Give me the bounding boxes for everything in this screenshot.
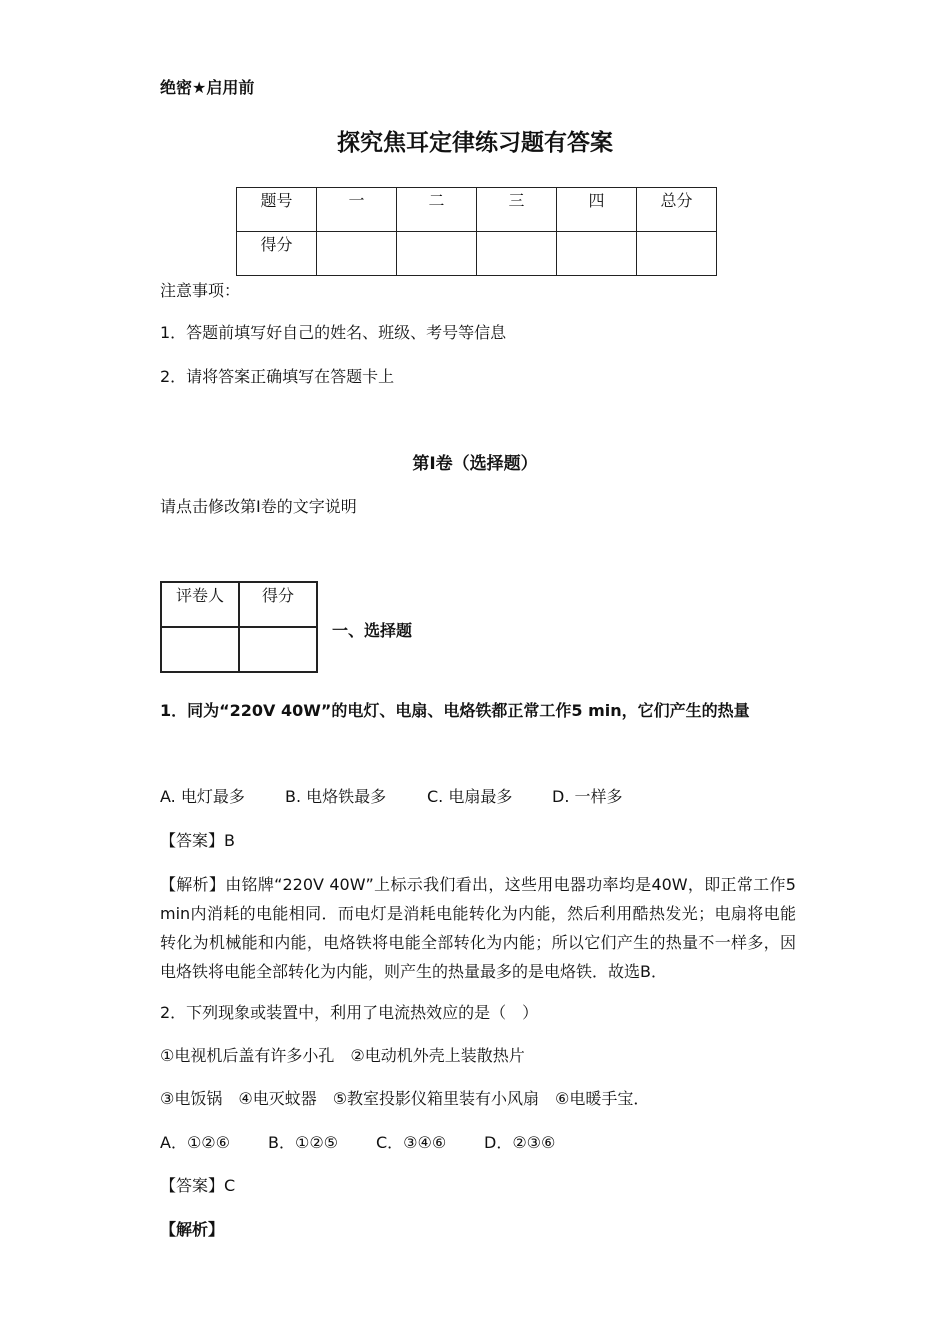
score-table-header: 一 <box>317 188 397 232</box>
question-1-stem: 1．同为“220V 40W”的电灯、电扇、电烙铁都正常工作5 min，它们产生的热量 <box>160 701 750 720</box>
question-2-option-d: D．②③⑥ <box>484 1133 556 1152</box>
question-2-option-c: C．③④⑥ <box>376 1133 447 1152</box>
secret-label: 绝密★启用前 <box>160 78 255 97</box>
question-1-option-b: B. 电烙铁最多 <box>285 787 387 806</box>
question-2-stem: 2．下列现象或装置中，利用了电流热效应的是（ ） <box>160 1003 539 1022</box>
section-title: 第Ⅰ卷（选择题） <box>412 454 538 474</box>
notes-item: 2．请将答案正确填写在答题卡上 <box>160 367 395 386</box>
question-1-analysis: 【解析】由铭牌“220V 40W”上标示我们看出，这些用电器功率均是40W，即正常工作5min内消耗的电能相同．而电灯是消耗电能转化为内能，然后利用酷热发光；电扇将电能转化为机械能和内能，电烙铁将电能全部转化为内能；所以它们产生的热量不一样多，因电烙铁将电能全部转化为内能，则产生的热量最多的是电烙铁．故选B． <box>160 875 796 981</box>
question-2-analysis: 【解析】 <box>160 1220 225 1239</box>
notes-heading: 注意事项： <box>160 281 241 300</box>
score-table-header-row <box>237 188 717 232</box>
score-cell[interactable] <box>637 232 717 276</box>
grader-score-label: 得分 <box>239 582 317 627</box>
grader-table-input-row <box>161 627 317 672</box>
grader-cell[interactable] <box>161 627 239 672</box>
question-2-option-b: B．①②⑤ <box>268 1133 339 1152</box>
grader-table-header-row <box>161 582 317 627</box>
question-2-answer: 【答案】C <box>160 1176 236 1195</box>
notes-item: 1．答题前填写好自己的姓名、班级、考号等信息 <box>160 323 507 342</box>
question-1-answer: 【答案】B <box>160 831 235 850</box>
question-2-line: ③电饭锅 ④电灭蚊器 ⑤教室投影仪箱里装有小风扇 ⑥电暖手宝． <box>160 1089 650 1108</box>
score-table-header: 三 <box>477 188 557 232</box>
part-title: 一、选择题 <box>332 621 413 640</box>
score-cell[interactable] <box>317 232 397 276</box>
section-instruction[interactable]: 请点击修改第Ⅰ卷的文字说明 <box>160 497 357 516</box>
question-2-option-a: A．①②⑥ <box>160 1133 230 1152</box>
score-cell[interactable] <box>397 232 477 276</box>
score-cell[interactable] <box>557 232 637 276</box>
grader-label: 评卷人 <box>161 582 239 627</box>
grader-table <box>160 581 318 673</box>
score-table-score-row <box>237 232 717 276</box>
score-cell[interactable] <box>477 232 557 276</box>
score-row-label: 得分 <box>237 232 317 276</box>
question-1-option-d: D. 一样多 <box>552 787 623 806</box>
question-1-option-a: A. 电灯最多 <box>160 787 245 806</box>
score-table-header: 题号 <box>237 188 317 232</box>
score-table-header: 总分 <box>637 188 717 232</box>
score-table-header: 二 <box>397 188 477 232</box>
score-table <box>236 187 717 276</box>
grader-score-cell[interactable] <box>239 627 317 672</box>
question-1-option-c: C. 电扇最多 <box>427 787 513 806</box>
document-title: 探究焦耳定律练习题有答案 <box>337 130 613 156</box>
question-2-line: ①电视机后盖有许多小孔 ②电动机外壳上装散热片 <box>160 1046 525 1065</box>
score-table-header: 四 <box>557 188 637 232</box>
